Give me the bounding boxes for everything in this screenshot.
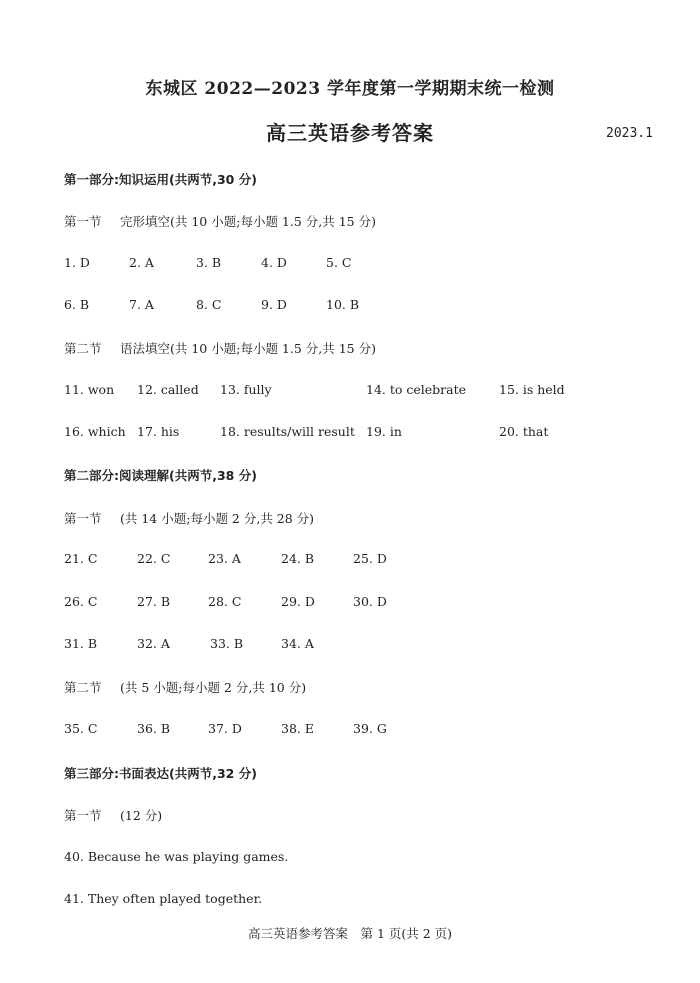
answer-item: 6. B bbox=[64, 297, 90, 312]
answer-item: 9. D bbox=[261, 297, 287, 312]
answer-item: 35. C bbox=[64, 721, 98, 736]
answer-item: 1. D bbox=[64, 255, 90, 270]
answer-item: 21. C bbox=[64, 551, 98, 566]
answer-item: 38. E bbox=[281, 721, 314, 736]
exam-title: 东城区 2022—2023 学年度第一学期期末统一检测 bbox=[145, 79, 555, 99]
answer-item: 37. D bbox=[208, 721, 242, 736]
part3-section1-heading bbox=[64, 806, 162, 824]
section-name: 第二节 bbox=[64, 680, 102, 695]
answer-item: 19. in bbox=[366, 424, 402, 439]
answer-item: 39. G bbox=[353, 721, 387, 736]
answer-item: 34. A bbox=[281, 636, 314, 651]
answer-item: 5. C bbox=[326, 255, 352, 270]
answer-item: 33. B bbox=[210, 636, 244, 651]
answer-item: 32. A bbox=[137, 636, 170, 651]
answer-item: 12. called bbox=[137, 382, 199, 397]
answer-item: 24. B bbox=[281, 551, 315, 566]
answer-item: 27. B bbox=[137, 594, 171, 609]
answer-item: 3. B bbox=[196, 255, 222, 270]
section-name: 第一节 bbox=[64, 808, 102, 823]
section-desc: 完形填空(共 10 小题;每小题 1.5 分,共 15 分) bbox=[120, 214, 376, 229]
answer-item: 10. B bbox=[326, 297, 360, 312]
answer-item: 16. which bbox=[64, 424, 126, 439]
section-desc: (共 14 小题;每小题 2 分,共 28 分) bbox=[120, 511, 315, 526]
answer-item: 8. C bbox=[196, 297, 222, 312]
section-desc: (共 5 小题;每小题 2 分,共 10 分) bbox=[120, 680, 307, 695]
answer-item: 20. that bbox=[499, 424, 549, 439]
answer-item: 31. B bbox=[64, 636, 98, 651]
page-footer: 高三英语参考答案 第 1 页(共 2 页) bbox=[247, 926, 453, 941]
answer-item: 14. to celebrate bbox=[366, 382, 467, 397]
answer-item: 22. C bbox=[137, 551, 171, 566]
part2-section2-heading bbox=[64, 678, 306, 696]
part1-heading: 第一部分:知识运用(共两节,30 分) bbox=[64, 172, 257, 187]
part3-heading: 第三部分:书面表达(共两节,32 分) bbox=[64, 766, 257, 781]
answer-item: 30. D bbox=[353, 594, 387, 609]
section-name: 第一节 bbox=[64, 511, 102, 526]
answer-item: 29. D bbox=[281, 594, 315, 609]
answer-item: 11. won bbox=[64, 382, 115, 397]
exam-date: 2023.1 bbox=[606, 126, 653, 141]
answer-line: 40. Because he was playing games. bbox=[64, 849, 289, 864]
answer-item: 17. his bbox=[137, 424, 180, 439]
answer-item: 25. D bbox=[353, 551, 387, 566]
section-desc: 语法填空(共 10 小题;每小题 1.5 分,共 15 分) bbox=[120, 341, 376, 356]
answer-item: 26. C bbox=[64, 594, 98, 609]
answer-item: 18. results/will result bbox=[220, 424, 355, 439]
answer-item: 36. B bbox=[137, 721, 171, 736]
answer-item: 15. is held bbox=[499, 382, 565, 397]
section-name: 第一节 bbox=[64, 214, 102, 229]
answer-item: 13. fully bbox=[220, 382, 272, 397]
part2-section1-heading bbox=[64, 509, 314, 527]
part1-section1-heading bbox=[64, 212, 376, 230]
answer-item: 28. C bbox=[208, 594, 242, 609]
answer-key-title: 高三英语参考答案 bbox=[266, 121, 434, 145]
part1-section2-heading bbox=[64, 339, 376, 357]
answer-line: 41. They often played together. bbox=[64, 891, 263, 906]
answer-item: 2. A bbox=[129, 255, 154, 270]
answer-item: 4. D bbox=[261, 255, 287, 270]
part2-heading: 第二部分:阅读理解(共两节,38 分) bbox=[64, 468, 257, 483]
answer-item: 23. A bbox=[208, 551, 241, 566]
answer-item: 7. A bbox=[129, 297, 154, 312]
section-name: 第二节 bbox=[64, 341, 102, 356]
section-desc: (12 分) bbox=[120, 808, 163, 823]
